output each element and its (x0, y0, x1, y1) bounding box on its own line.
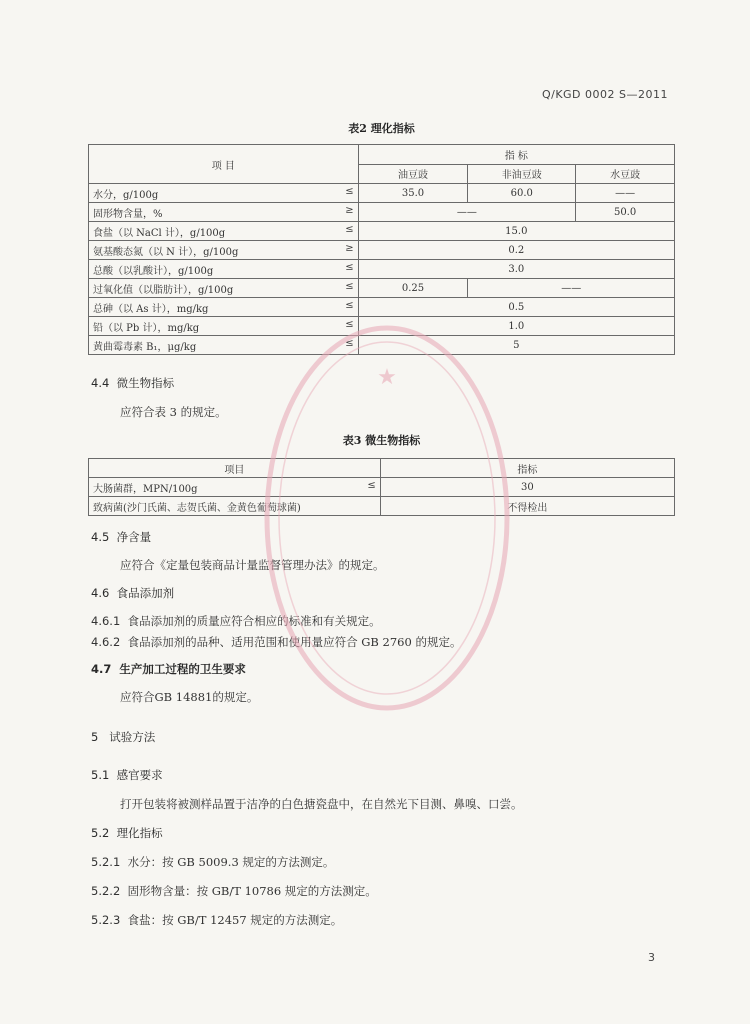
section-4-5-heading: 4.5 净含量 (91, 530, 152, 544)
stamp-seal-icon (258, 318, 516, 718)
row-value: 60.0 (468, 184, 576, 203)
table3-head-index: 指标 (380, 459, 674, 478)
section-4-6-heading: 4.6 食品添加剂 (91, 586, 175, 600)
table-row (89, 222, 675, 241)
table2-subcol: 水豆豉 (576, 164, 675, 184)
table2-head-index: 指 标 (358, 145, 674, 165)
table2-head-item: 项 目 (89, 145, 359, 184)
section-5-2-2: 5.2.2 固形物含量：按 GB/T 10786 规定的方法测定。 (91, 884, 377, 898)
table2-subcol: 非油豆豉 (468, 164, 576, 184)
table-row (89, 298, 675, 317)
table2-caption: 表2 理化指标 (348, 122, 415, 135)
row-item: 总酸（以乳酸计），g/100g ≤ (89, 260, 359, 279)
table-row (89, 279, 675, 298)
row-item: 水分，g/100g ≤ (89, 184, 359, 203)
row-value: —— (358, 203, 576, 222)
row-item: 总砷（以 As 计），mg/kg ≤ (89, 298, 359, 317)
row-item: 铅（以 Pb 计），mg/kg ≤ (89, 317, 359, 336)
row-item: 致病菌(沙门氏菌、志贺氏菌、金黄色葡萄球菌) (89, 497, 381, 516)
section-5-1-text: 打开包装将被测样品置于洁净的白色搪瓷盘中，在自然光下目测、鼻嗅、口尝。 (120, 797, 523, 811)
row-value: 15.0 (358, 222, 674, 241)
section-5-2-1: 5.2.1 水分：按 GB 5009.3 规定的方法测定。 (91, 855, 335, 869)
section-4-6-1: 4.6.1 食品添加剂的质量应符合相应的标准和有关规定。 (91, 614, 381, 628)
table-row (89, 184, 675, 203)
section-4-4-text: 应符合表 3 的规定。 (120, 405, 227, 419)
row-item: 食盐（以 NaCl 计），g/100g ≤ (89, 222, 359, 241)
table-row (89, 203, 675, 222)
row-item: 氨基酸态氮（以 N 计），g/100g ≥ (89, 241, 359, 260)
row-item: 黄曲霉毒素 B₁，μg/kg ≤ (89, 336, 359, 355)
table3-head-item: 项目 (89, 459, 381, 478)
table2-subcol: 油豆豉 (358, 164, 468, 184)
document-code: Q/KGD 0002 S—2011 (541, 88, 668, 101)
section-4-7-heading: 4.7 生产加工过程的卫生要求 (91, 662, 246, 676)
row-item: 大肠菌群，MPN/100g ≤ (89, 478, 381, 497)
row-item: 固形物含量，% ≥ (89, 203, 359, 222)
section-4-7-text: 应符合GB 14881的规定。 (120, 690, 259, 704)
section-5-heading: 5 试验方法 (91, 730, 156, 744)
row-value: 5 (358, 336, 674, 355)
svg-text:★: ★ (377, 365, 397, 390)
row-value: 不得检出 (380, 497, 674, 516)
page-number: 3 (648, 951, 655, 964)
row-value: —— (576, 184, 675, 203)
row-value: 1.0 (358, 317, 674, 336)
row-value: 3.0 (358, 260, 674, 279)
row-value: 0.25 (358, 279, 468, 298)
row-value: 0.2 (358, 241, 674, 260)
row-value: 0.5 (358, 298, 674, 317)
table-row (89, 260, 675, 279)
row-value: 30 (380, 478, 674, 497)
section-4-4-heading: 4.4 微生物指标 (91, 376, 175, 390)
row-value: —— (468, 279, 675, 298)
section-4-6-2: 4.6.2 食品添加剂的品种、适用范围和使用量应符合 GB 2760 的规定。 (91, 635, 462, 649)
row-value: 50.0 (576, 203, 675, 222)
table2-header-row (89, 145, 675, 165)
table-row (89, 241, 675, 260)
section-5-1-heading: 5.1 感官要求 (91, 768, 163, 782)
row-item: 过氧化值（以脂肪计），g/100g ≤ (89, 279, 359, 298)
section-5-2-heading: 5.2 理化指标 (91, 826, 163, 840)
row-value: 35.0 (358, 184, 468, 203)
table3-caption: 表3 微生物指标 (342, 434, 421, 447)
section-5-2-3: 5.2.3 食盐：按 GB/T 12457 规定的方法测定。 (91, 913, 343, 927)
section-4-5-text: 应符合《定量包装商品计量监督管理办法》的规定。 (120, 558, 385, 572)
